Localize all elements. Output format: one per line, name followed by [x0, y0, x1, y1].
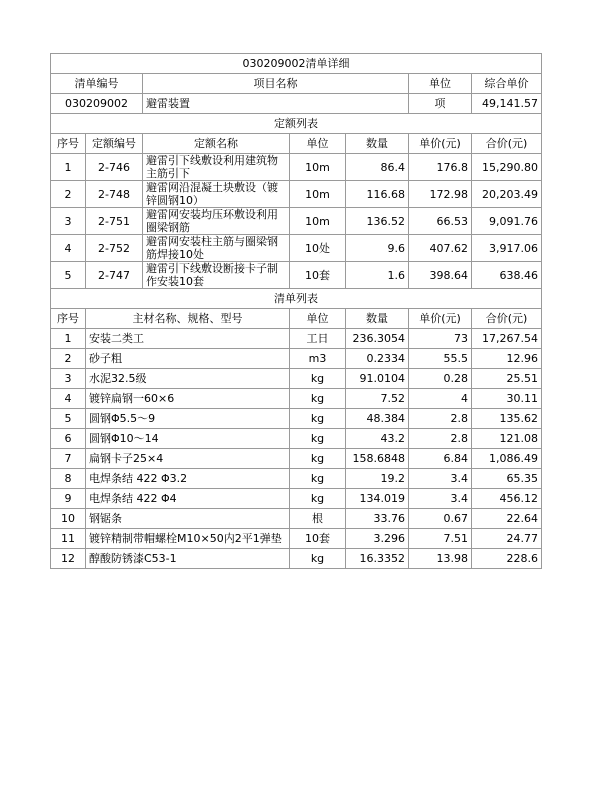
quota-qty: 136.52	[346, 208, 409, 235]
quota-price: 407.62	[409, 235, 472, 262]
material-name: 醇酸防锈漆C53-1	[86, 549, 290, 569]
material-name: 钢锯条	[86, 509, 290, 529]
material-unit: 10套	[290, 529, 346, 549]
material-no: 6	[51, 429, 86, 449]
material-total: 24.77	[472, 529, 542, 549]
list-name-header: 项目名称	[143, 74, 409, 94]
material-price: 2.8	[409, 429, 472, 449]
material-name: 安装二类工	[86, 329, 290, 349]
quota-unit-header: 单位	[290, 134, 346, 154]
material-row	[51, 469, 542, 489]
material-name: 镀锌扁钢一60×6	[86, 389, 290, 409]
material-qty: 158.6848	[346, 449, 409, 469]
material-total: 121.08	[472, 429, 542, 449]
material-qty-header: 数量	[346, 309, 409, 329]
material-unit: 根	[290, 509, 346, 529]
material-qty: 134.019	[346, 489, 409, 509]
material-total: 25.51	[472, 369, 542, 389]
quota-no: 5	[51, 262, 86, 289]
material-name: 镀锌精制带帽螺栓M10×50内2平1弹垫	[86, 529, 290, 549]
material-no: 3	[51, 369, 86, 389]
quota-code: 2-752	[86, 235, 143, 262]
list-price-header: 综合单价	[472, 74, 542, 94]
quota-row	[51, 154, 542, 181]
material-no: 10	[51, 509, 86, 529]
material-no: 9	[51, 489, 86, 509]
material-unit-header: 单位	[290, 309, 346, 329]
quota-total: 20,203.49	[472, 181, 542, 208]
quota-unit: 10处	[290, 235, 346, 262]
quota-no: 3	[51, 208, 86, 235]
material-unit: kg	[290, 489, 346, 509]
material-name: 砂子粗	[86, 349, 290, 369]
material-qty: 19.2	[346, 469, 409, 489]
material-total: 1,086.49	[472, 449, 542, 469]
material-total: 17,267.54	[472, 329, 542, 349]
material-section-row	[51, 289, 542, 309]
material-qty: 7.52	[346, 389, 409, 409]
quota-name-header: 定额名称	[143, 134, 290, 154]
material-no: 7	[51, 449, 86, 469]
material-row	[51, 349, 542, 369]
material-total-header: 合价(元)	[472, 309, 542, 329]
quota-section-title: 定额列表	[51, 114, 542, 134]
material-no: 8	[51, 469, 86, 489]
quota-total: 3,917.06	[472, 235, 542, 262]
material-unit: kg	[290, 469, 346, 489]
material-qty: 236.3054	[346, 329, 409, 349]
material-total: 135.62	[472, 409, 542, 429]
quota-unit: 10m	[290, 154, 346, 181]
material-row	[51, 429, 542, 449]
quota-qty: 9.6	[346, 235, 409, 262]
material-price: 3.4	[409, 469, 472, 489]
quota-total-header: 合价(元)	[472, 134, 542, 154]
material-price: 0.28	[409, 369, 472, 389]
material-qty: 91.0104	[346, 369, 409, 389]
quota-row	[51, 208, 542, 235]
material-price: 4	[409, 389, 472, 409]
quota-header-row	[51, 134, 542, 154]
quota-total: 15,290.80	[472, 154, 542, 181]
quota-price: 398.64	[409, 262, 472, 289]
material-no: 4	[51, 389, 86, 409]
quota-code: 2-748	[86, 181, 143, 208]
material-no: 1	[51, 329, 86, 349]
quota-no: 4	[51, 235, 86, 262]
material-qty: 3.296	[346, 529, 409, 549]
material-price: 55.5	[409, 349, 472, 369]
material-name: 电焊条结 422 Φ3.2	[86, 469, 290, 489]
material-qty: 0.2334	[346, 349, 409, 369]
material-row	[51, 449, 542, 469]
material-no: 5	[51, 409, 86, 429]
quota-name: 避雷引下线敷设利用建筑物主筋引下	[143, 154, 290, 181]
material-unit: kg	[290, 549, 346, 569]
material-price: 3.4	[409, 489, 472, 509]
material-total: 65.35	[472, 469, 542, 489]
material-name: 圆钢Φ5.5～9	[86, 409, 290, 429]
material-name-header: 主材名称、规格、型号	[86, 309, 290, 329]
quota-price: 66.53	[409, 208, 472, 235]
quota-row	[51, 262, 542, 289]
material-row	[51, 489, 542, 509]
material-row	[51, 549, 542, 569]
list-item-unit: 项	[409, 94, 472, 114]
quota-price-header: 单价(元)	[409, 134, 472, 154]
material-name: 圆钢Φ10～14	[86, 429, 290, 449]
material-no: 11	[51, 529, 86, 549]
quota-no-header: 序号	[51, 134, 86, 154]
material-unit: kg	[290, 369, 346, 389]
quota-total: 9,091.76	[472, 208, 542, 235]
quota-code-header: 定额编号	[86, 134, 143, 154]
material-qty: 33.76	[346, 509, 409, 529]
quota-code: 2-746	[86, 154, 143, 181]
material-unit: kg	[290, 449, 346, 469]
material-total: 228.6	[472, 549, 542, 569]
quota-unit: 10套	[290, 262, 346, 289]
material-price: 73	[409, 329, 472, 349]
material-qty: 43.2	[346, 429, 409, 449]
list-unit-header: 单位	[409, 74, 472, 94]
list-item-code: 030209002	[51, 94, 143, 114]
material-qty: 48.384	[346, 409, 409, 429]
list-code-header: 清单编号	[51, 74, 143, 94]
quota-qty: 86.4	[346, 154, 409, 181]
material-total: 22.64	[472, 509, 542, 529]
material-row	[51, 529, 542, 549]
material-unit: kg	[290, 429, 346, 449]
material-row	[51, 329, 542, 349]
material-row	[51, 409, 542, 429]
quota-no: 1	[51, 154, 86, 181]
quota-name: 避雷网安装柱主筋与圈梁钢筋焊接10处	[143, 235, 290, 262]
material-no: 12	[51, 549, 86, 569]
material-row	[51, 369, 542, 389]
quota-code: 2-747	[86, 262, 143, 289]
quota-price: 176.8	[409, 154, 472, 181]
material-name: 水泥32.5级	[86, 369, 290, 389]
quota-qty: 1.6	[346, 262, 409, 289]
material-section-title: 清单列表	[51, 289, 542, 309]
quota-qty: 116.68	[346, 181, 409, 208]
material-name: 电焊条结 422 Φ4	[86, 489, 290, 509]
quota-no: 2	[51, 181, 86, 208]
material-header-row	[51, 309, 542, 329]
material-unit: kg	[290, 409, 346, 429]
table-title: 030209002清单详细	[51, 54, 542, 74]
material-row	[51, 509, 542, 529]
material-price-header: 单价(元)	[409, 309, 472, 329]
quota-row	[51, 181, 542, 208]
title-row	[51, 54, 542, 74]
quota-total: 638.46	[472, 262, 542, 289]
quota-price: 172.98	[409, 181, 472, 208]
material-unit: kg	[290, 389, 346, 409]
material-no-header: 序号	[51, 309, 86, 329]
quota-code: 2-751	[86, 208, 143, 235]
material-total: 30.11	[472, 389, 542, 409]
list-header-row	[51, 74, 542, 94]
material-price: 13.98	[409, 549, 472, 569]
quota-unit: 10m	[290, 181, 346, 208]
quota-name: 避雷引下线敷设断接卡子制作安装10套	[143, 262, 290, 289]
quota-section-row	[51, 114, 542, 134]
material-price: 2.8	[409, 409, 472, 429]
material-no: 2	[51, 349, 86, 369]
material-unit: m3	[290, 349, 346, 369]
quota-name: 避雷网安装均压环敷设利用圈梁钢筋	[143, 208, 290, 235]
quota-unit: 10m	[290, 208, 346, 235]
quota-qty-header: 数量	[346, 134, 409, 154]
material-row	[51, 389, 542, 409]
material-unit: 工日	[290, 329, 346, 349]
list-item-row	[51, 94, 542, 114]
material-qty: 16.3352	[346, 549, 409, 569]
material-price: 6.84	[409, 449, 472, 469]
material-name: 扁钢卡子25×4	[86, 449, 290, 469]
material-price: 0.67	[409, 509, 472, 529]
material-total: 12.96	[472, 349, 542, 369]
list-item-price: 49,141.57	[472, 94, 542, 114]
list-item-name: 避雷装置	[143, 94, 409, 114]
material-price: 7.51	[409, 529, 472, 549]
detail-table	[50, 53, 542, 569]
quota-name: 避雷网沿混凝土块敷设（镀锌圆钢10）	[143, 181, 290, 208]
material-total: 456.12	[472, 489, 542, 509]
quota-row	[51, 235, 542, 262]
